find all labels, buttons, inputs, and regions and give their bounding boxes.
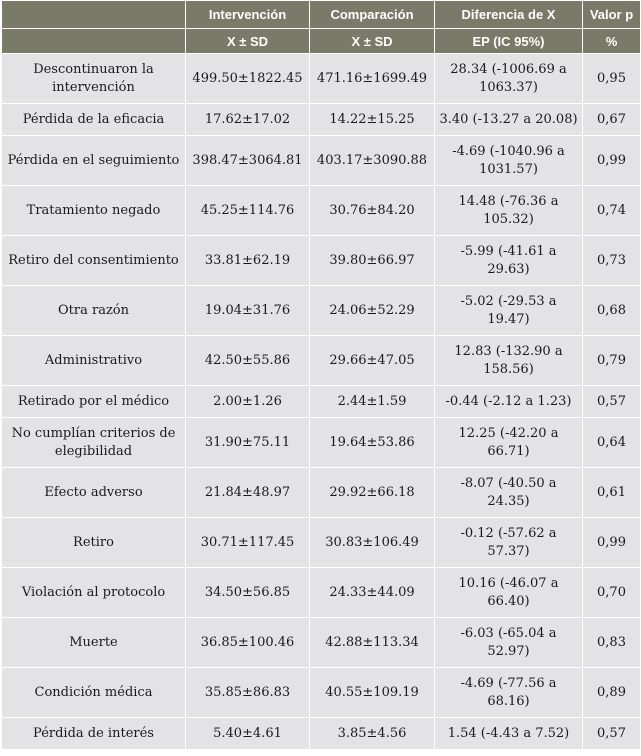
header-intervencion: Intervención (186, 1, 310, 29)
cell-intervencion: 33.81±62.19 (186, 236, 310, 286)
header-empty (2, 1, 186, 29)
cell-comparacion: 29.66±47.05 (310, 336, 435, 386)
cell-valor-p: 0,95 (583, 54, 641, 104)
cell-valor-p: 0,57 (583, 718, 641, 750)
cell-diferencia: 12.25 (-42.20 a 66.71) (435, 418, 583, 468)
cell-comparacion: 42.88±113.34 (310, 618, 435, 668)
cell-comparacion: 471.16±1699.49 (310, 54, 435, 104)
cell-intervencion: 499.50±1822.45 (186, 54, 310, 104)
cell-diferencia: -5.02 (-29.53 a 19.47) (435, 286, 583, 336)
row-label: Tratamiento negado (2, 186, 186, 236)
row-label: Violación al protocolo (2, 568, 186, 618)
cell-comparacion: 403.17±3090.88 (310, 136, 435, 186)
cell-valor-p: 0,99 (583, 518, 641, 568)
cell-valor-p: 0,67 (583, 104, 641, 136)
table-row (2, 618, 641, 668)
cell-valor-p: 0,68 (583, 286, 641, 336)
cell-intervencion: 5.40±4.61 (186, 718, 310, 750)
cell-diferencia: -8.07 (-40.50 a 24.35) (435, 468, 583, 518)
cell-diferencia: -0.12 (-57.62 a 57.37) (435, 518, 583, 568)
row-label: Retiro (2, 518, 186, 568)
table-row (2, 286, 641, 336)
row-label: Pérdida en el seguimiento (2, 136, 186, 186)
cell-valor-p: 0,74 (583, 186, 641, 236)
row-label: Condición médica (2, 668, 186, 718)
cell-intervencion: 30.71±117.45 (186, 518, 310, 568)
comparison-table (1, 0, 641, 750)
header-row (2, 1, 641, 29)
cell-valor-p: 0,99 (583, 136, 641, 186)
cell-comparacion: 3.85±4.56 (310, 718, 435, 750)
cell-valor-p: 0,57 (583, 386, 641, 418)
row-label: Efecto adverso (2, 468, 186, 518)
cell-diferencia: 28.34 (-1006.69 a 1063.37) (435, 54, 583, 104)
cell-diferencia: 1.54 (-4.43 a 7.52) (435, 718, 583, 750)
table-row (2, 336, 641, 386)
table-row (2, 568, 641, 618)
table-row (2, 54, 641, 104)
header-diferencia: Diferencia de X (435, 1, 583, 29)
cell-diferencia: -0.44 (-2.12 a 1.23) (435, 386, 583, 418)
cell-comparacion: 29.92±66.18 (310, 468, 435, 518)
table-row (2, 668, 641, 718)
cell-diferencia: -6.03 (-65.04 a 52.97) (435, 618, 583, 668)
cell-comparacion: 14.22±15.25 (310, 104, 435, 136)
cell-intervencion: 34.50±56.85 (186, 568, 310, 618)
cell-comparacion: 39.80±66.97 (310, 236, 435, 286)
cell-diferencia: 12.83 (-132.90 a 158.56) (435, 336, 583, 386)
cell-comparacion: 40.55±109.19 (310, 668, 435, 718)
row-label: Pérdida de la eficacia (2, 104, 186, 136)
cell-intervencion: 35.85±86.83 (186, 668, 310, 718)
cell-comparacion: 30.76±84.20 (310, 186, 435, 236)
cell-diferencia: -4.69 (-1040.96 a 1031.57) (435, 136, 583, 186)
cell-valor-p: 0,61 (583, 468, 641, 518)
cell-intervencion: 31.90±75.11 (186, 418, 310, 468)
cell-comparacion: 30.83±106.49 (310, 518, 435, 568)
cell-diferencia: -4.69 (-77.56 a 68.16) (435, 668, 583, 718)
cell-intervencion: 21.84±48.97 (186, 468, 310, 518)
table-row (2, 386, 641, 418)
cell-intervencion: 17.62±17.02 (186, 104, 310, 136)
cell-comparacion: 19.64±53.86 (310, 418, 435, 468)
row-label: Retiro del consentimiento (2, 236, 186, 286)
row-label: Administrativo (2, 336, 186, 386)
cell-valor-p: 0,70 (583, 568, 641, 618)
cell-valor-p: 0,64 (583, 418, 641, 468)
row-label: Pérdida de interés (2, 718, 186, 750)
row-label: Otra razón (2, 286, 186, 336)
row-label: Muerte (2, 618, 186, 668)
subheader-intervencion: X ± SD (186, 29, 310, 54)
row-label: Descontinuaron la intervención (2, 54, 186, 104)
subheader-diferencia: EP (IC 95%) (435, 29, 583, 54)
cell-diferencia: 14.48 (-76.36 a 105.32) (435, 186, 583, 236)
cell-comparacion: 2.44±1.59 (310, 386, 435, 418)
row-label: Retirado por el médico (2, 386, 186, 418)
cell-intervencion: 36.85±100.46 (186, 618, 310, 668)
table-row (2, 468, 641, 518)
table-row (2, 518, 641, 568)
cell-intervencion: 45.25±114.76 (186, 186, 310, 236)
table-row (2, 236, 641, 286)
cell-diferencia: 3.40 (-13.27 a 20.08) (435, 104, 583, 136)
cell-intervencion: 398.47±3064.81 (186, 136, 310, 186)
table-row (2, 718, 641, 750)
cell-valor-p: 0,83 (583, 618, 641, 668)
cell-valor-p: 0,73 (583, 236, 641, 286)
table-row (2, 418, 641, 468)
subheader-comparacion: X ± SD (310, 29, 435, 54)
cell-intervencion: 19.04±31.76 (186, 286, 310, 336)
cell-comparacion: 24.33±44.09 (310, 568, 435, 618)
cell-diferencia: 10.16 (-46.07 a 66.40) (435, 568, 583, 618)
cell-valor-p: 0,89 (583, 668, 641, 718)
cell-intervencion: 2.00±1.26 (186, 386, 310, 418)
subheader-row (2, 29, 641, 54)
table-row (2, 136, 641, 186)
row-label: No cumplían criterios de elegibilidad (2, 418, 186, 468)
table-row (2, 104, 641, 136)
header-comparacion: Comparación (310, 1, 435, 29)
header-valor-p: Valor p (583, 1, 641, 29)
subheader-valor-p: % (583, 29, 641, 54)
cell-intervencion: 42.50±55.86 (186, 336, 310, 386)
cell-valor-p: 0,79 (583, 336, 641, 386)
cell-comparacion: 24.06±52.29 (310, 286, 435, 336)
cell-diferencia: -5.99 (-41.61 a 29.63) (435, 236, 583, 286)
subheader-empty (2, 29, 186, 54)
table-row (2, 186, 641, 236)
